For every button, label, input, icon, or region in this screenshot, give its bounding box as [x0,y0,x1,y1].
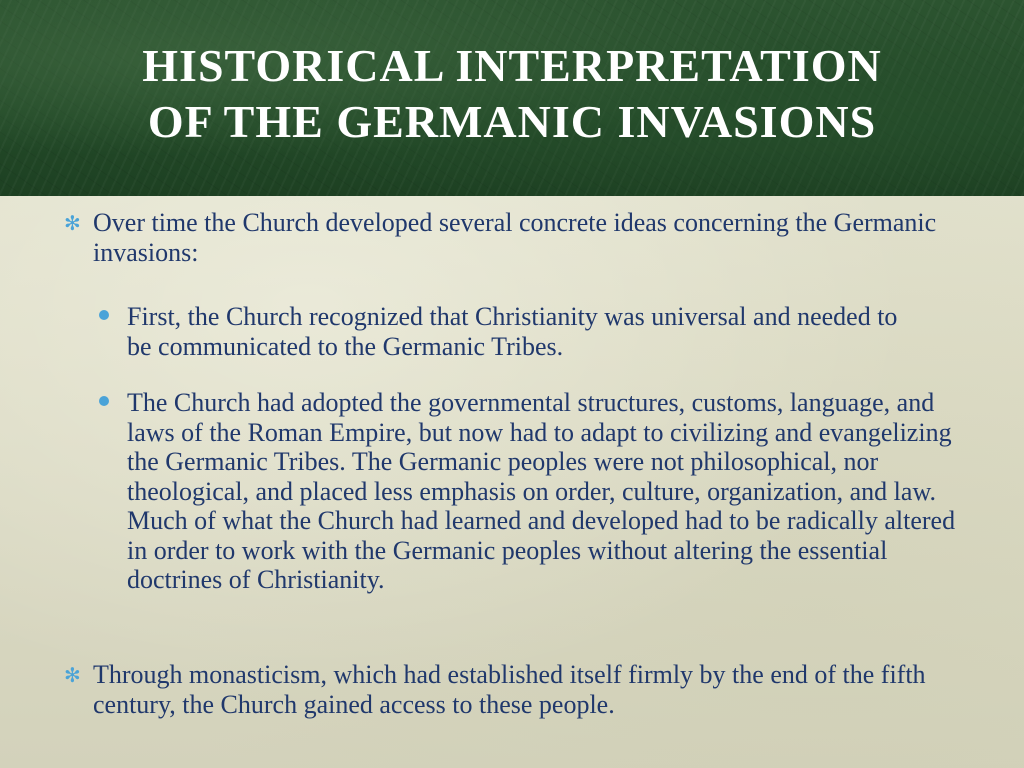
bullet-item-level1 [0,658,1024,728]
bullet-item-level2 [0,386,1024,636]
asterisk-bullet-icon: ✻ [64,663,81,687]
circle-bullet-icon [99,310,109,320]
slide-title [0,38,1024,150]
asterisk-bullet-icon: ✻ [64,211,81,235]
title-band [0,0,1024,196]
bullet-item-level2 [0,300,1024,370]
bullet-item-level1 [0,196,1024,276]
bullet-text: The Church had adopted the governmental structures, customs, language, and laws of the Roman Empire, but now had to adapt to civilizing and evangelizing the Germanic Tribes. The Germanic peoples were not philosophical, nor theological, and placed less emphasis on order, culture, organization, and law. Much of what the Church had learned and developed had to be radically altered in order to work with the Germanic peoples without altering the essential doctrines of Christianity. [127,388,956,594]
circle-bullet-icon [99,396,109,406]
slide-body [0,196,1024,768]
bullet-text: First, the Church recognized that Christianity was universal and needed to be communicated to the Germanic Tribes. [127,302,898,361]
bullet-text: Over time the Church developed several concrete ideas concerning the Germanic invasions: [93,208,937,267]
bullet-text: Through monasticism, which had established itself firmly by the end of the fifth century, the Church gained access to these people. [93,660,926,719]
slide-title-line-2: OF THE GERMANIC INVASIONS [147,96,877,147]
slide-title-line-1: HISTORICAL INTERPRETATION [142,40,882,91]
